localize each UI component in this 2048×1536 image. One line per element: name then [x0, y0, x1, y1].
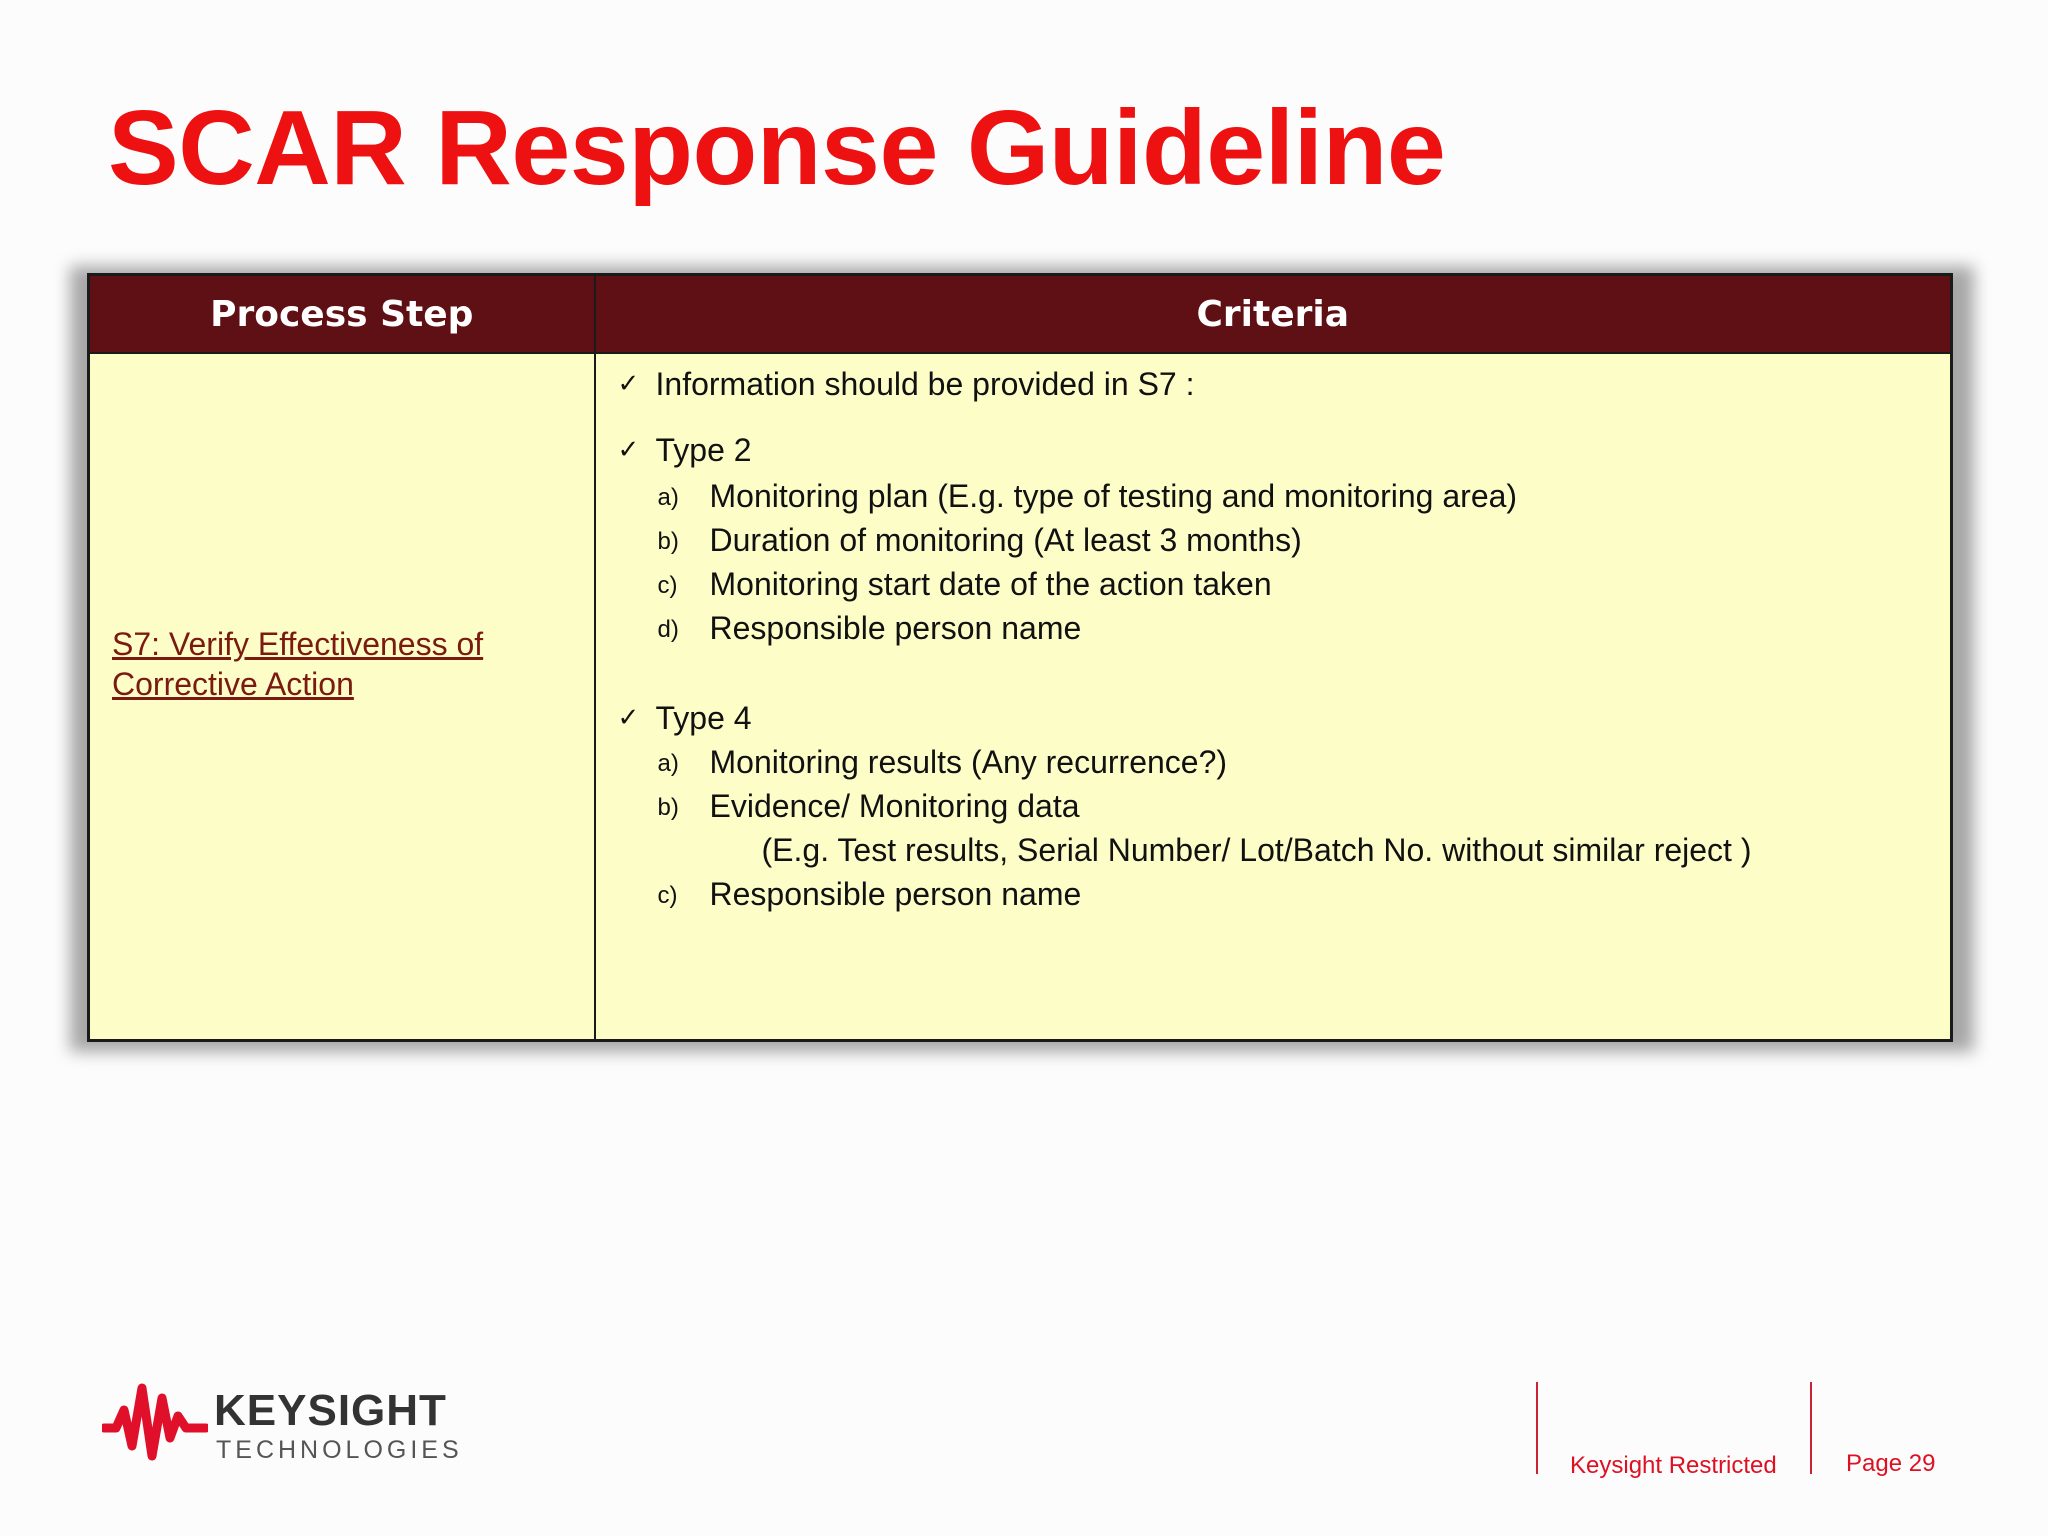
type2-item-letter: d)	[657, 616, 679, 643]
type4-item: Evidence/ Monitoring data	[709, 788, 1080, 824]
logo-wordmark: KEYSIGHT	[214, 1386, 447, 1435]
type2-item-letter: b)	[657, 528, 679, 555]
guideline-table	[87, 273, 1953, 1042]
type2-item-letter: c)	[657, 572, 678, 599]
classification-label: Keysight Restricted	[1570, 1452, 1777, 1479]
footer-divider	[1536, 1382, 1538, 1474]
type4-item-letter: a)	[657, 750, 679, 777]
page-label: Page	[1846, 1450, 1903, 1477]
criteria-content	[596, 354, 1951, 1039]
type2-item: Duration of monitoring (At least 3 months)	[709, 522, 1302, 558]
type2-item: Responsible person name	[709, 610, 1082, 646]
slide-title: SCAR Response Guideline	[108, 89, 1446, 207]
type4-item-letter: b)	[657, 794, 679, 821]
logo-subtitle: TECHNOLOGIES	[216, 1436, 463, 1464]
checkmark-icon: ✓	[617, 368, 640, 398]
type2-label: Type 2	[655, 432, 752, 468]
type4-label: Type 4	[655, 700, 752, 736]
checkmark-icon: ✓	[617, 434, 640, 464]
criteria-intro: Information should be provided in S7 :	[655, 366, 1195, 402]
type4-item-letter: c)	[657, 882, 678, 909]
step-link-line2: Corrective Action	[112, 666, 354, 702]
type2-item: Monitoring plan (E.g. type of testing and monitoring area)	[709, 478, 1518, 514]
page-number: 29	[1908, 1450, 1936, 1477]
criteria-cell	[595, 353, 1952, 1041]
checkmark-icon: ✓	[617, 702, 640, 732]
header-criteria: Criteria	[595, 275, 1952, 354]
type4-item: Monitoring results (Any recurrence?)	[709, 744, 1228, 780]
step-s7-link[interactable]	[112, 624, 572, 704]
type2-item: Monitoring start date of the action taken	[709, 566, 1272, 602]
page-indicator	[1846, 1450, 1935, 1478]
header-process-step: Process Step	[89, 275, 595, 354]
type4-evidence-note: (E.g. Test results, Serial Number/ Lot/Batch No. without similar reject )	[761, 832, 1752, 868]
type2-item-letter: a)	[657, 484, 679, 511]
footer-divider	[1810, 1382, 1812, 1474]
keysight-logo	[102, 1380, 463, 1464]
process-step-cell	[89, 353, 595, 1041]
type4-item: Responsible person name	[709, 876, 1082, 912]
keysight-wave-icon	[102, 1380, 208, 1464]
step-link-line1: S7: Verify Effectiveness of	[112, 626, 484, 662]
